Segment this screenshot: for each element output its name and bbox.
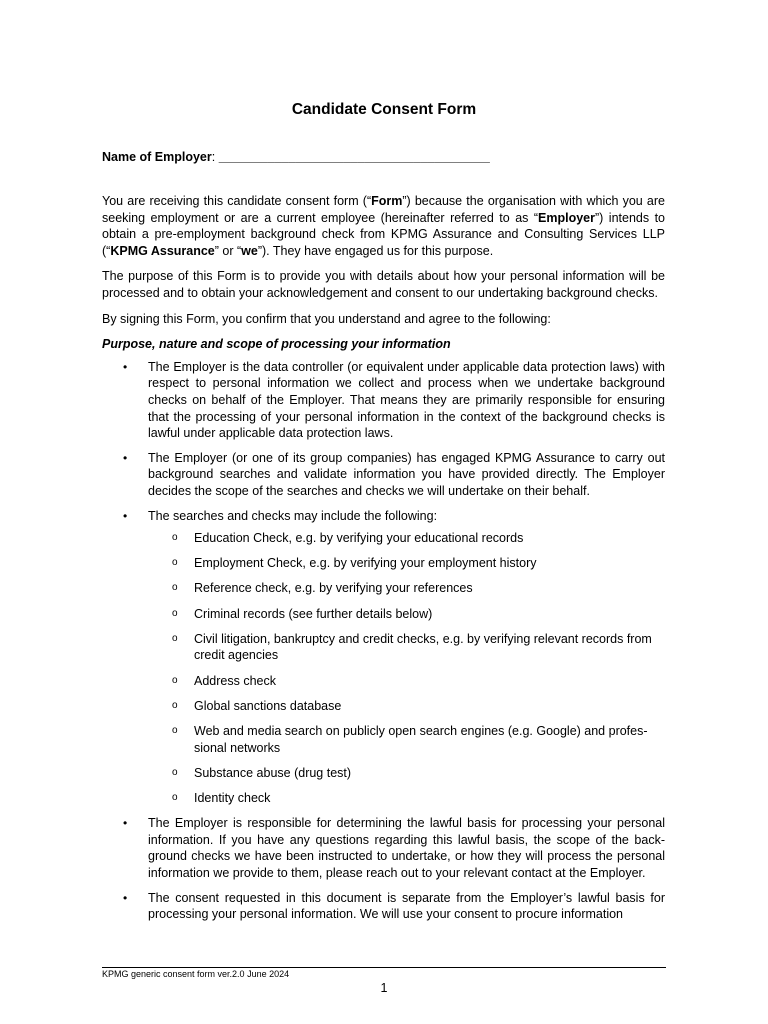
bullet-marker: • — [123, 816, 128, 831]
bullet-marker: • — [123, 890, 128, 905]
check-text: Address check — [194, 673, 276, 688]
footer-version: KPMG generic consent form ver.2.0 June 2024 — [102, 969, 290, 979]
intro-term-we: we — [241, 243, 258, 258]
sub-bullet-marker: o — [172, 582, 178, 594]
check-item — [148, 790, 665, 807]
check-item — [148, 580, 665, 597]
bullet-text: The consent requested in this document is separate from the Employer’s lawful basis for processing your personal information. We will use your consent to procure information — [148, 890, 665, 922]
sub-bullet-marker: o — [172, 607, 178, 619]
bullet-text: The Employer is the data controller (or equivalent under applicable data protection laws) with respect to personal information we collect and process when we undertake background checks on behalf of the Employer. That means they are primarily responsible for ensuring that the processing of your personal information in the context of the background checks is lawful under applicable data protection laws. — [148, 359, 665, 441]
intro-term-kpmg: KPMG Assurance — [110, 243, 215, 258]
footer-divider — [102, 967, 666, 968]
check-item — [148, 631, 665, 664]
intro-paragraph — [102, 193, 665, 259]
bullet-marker: • — [123, 508, 128, 523]
bullet-item — [102, 450, 665, 500]
page-title: Candidate Consent Form — [291, 101, 477, 118]
bullet-text: The Employer (or one of its group companies) has engaged KPMG Assurance to carry out background searches and validate information you have provided directly. The Employer decides the scope of the searches and checks we will undertake on their behalf. — [148, 450, 665, 498]
form-body — [102, 193, 665, 931]
bullet-list — [102, 359, 665, 923]
check-text: Global sanctions database — [194, 698, 342, 713]
check-text: Civil litigation, bankruptcy and credit checks, e.g. by verifying relevant records from credit agencies — [194, 631, 652, 663]
bullet-item — [102, 359, 665, 442]
intro-text-5: ”). They have engaged us for this purpose. — [257, 243, 494, 258]
check-item — [148, 606, 665, 623]
intro-text-1: You are receiving this candidate consent form (“ — [102, 194, 372, 208]
employer-name-field — [102, 150, 490, 164]
page-number: 1 — [380, 981, 388, 995]
sub-bullet-marker: o — [172, 557, 178, 569]
check-text: Identity check — [194, 790, 271, 805]
intro-term-form: Form — [371, 194, 403, 208]
check-item — [148, 530, 665, 547]
purpose-paragraph: The purpose of this Form is to provide you with details about how your personal information will be processed and to obtain your acknowledgement and consent to our undertaking background checks. — [102, 269, 665, 300]
bullet-item — [102, 508, 665, 807]
check-text: Reference check, e.g. by verifying your references — [194, 581, 473, 596]
section-heading: Purpose, nature and scope of processing your information — [102, 337, 451, 352]
bullet-text: The Employer is responsible for determining the lawful basis for processing your personal information. If you have any questions regarding this lawful basis, the scope of the back-ground checks we have been instructed to undertake, or how they will process the personal information we provide to them, please reach out to your relevant contact at the Employer. — [148, 816, 665, 880]
sub-bullet-marker: o — [172, 632, 178, 644]
intro-text-2: ”) because the organisation with which you are seeking employment or are a current employee (hereinafter referred to as “ — [102, 194, 665, 225]
checks-list — [148, 530, 665, 806]
check-item — [148, 723, 665, 756]
check-text: Criminal records (see further details below) — [194, 606, 433, 621]
bullet-marker: • — [123, 359, 128, 374]
check-item — [148, 673, 665, 690]
employer-blank-line: _______________________________________ — [215, 150, 490, 164]
sub-bullet-marker: o — [172, 725, 178, 736]
sub-bullet-marker: o — [172, 532, 178, 544]
check-item — [148, 765, 665, 782]
sub-bullet-marker: o — [172, 699, 178, 711]
employer-label: Name of Employer — [102, 150, 212, 164]
check-item — [148, 698, 665, 715]
intro-term-employer: Employer — [538, 210, 595, 225]
sub-bullet-marker: o — [172, 791, 178, 803]
bullet-text: The searches and checks may include the following: — [148, 508, 438, 523]
check-item — [148, 555, 665, 572]
employer-colon: : — [211, 150, 216, 164]
bullet-marker: • — [123, 450, 128, 465]
check-text: Employment Check, e.g. by verifying your employment history — [194, 556, 537, 571]
intro-text-4: ” or “ — [214, 243, 242, 258]
sub-bullet-marker: o — [172, 674, 178, 686]
intro-text-3: ”) intends to obtain a pre-employment background check from KPMG Assurance and Consulting Services LLP (“ — [102, 210, 665, 258]
sub-bullet-marker: o — [172, 766, 178, 778]
check-text: Web and media search on publicly open search engines (e.g. Google) and profes-sional networks — [194, 724, 648, 755]
bullet-item — [102, 890, 665, 923]
check-text: Substance abuse (drug test) — [194, 765, 352, 780]
bullet-item — [102, 815, 665, 881]
confirm-paragraph: By signing this Form, you confirm that you understand and agree to the following: — [102, 311, 551, 326]
check-text: Education Check, e.g. by verifying your educational records — [194, 531, 524, 546]
